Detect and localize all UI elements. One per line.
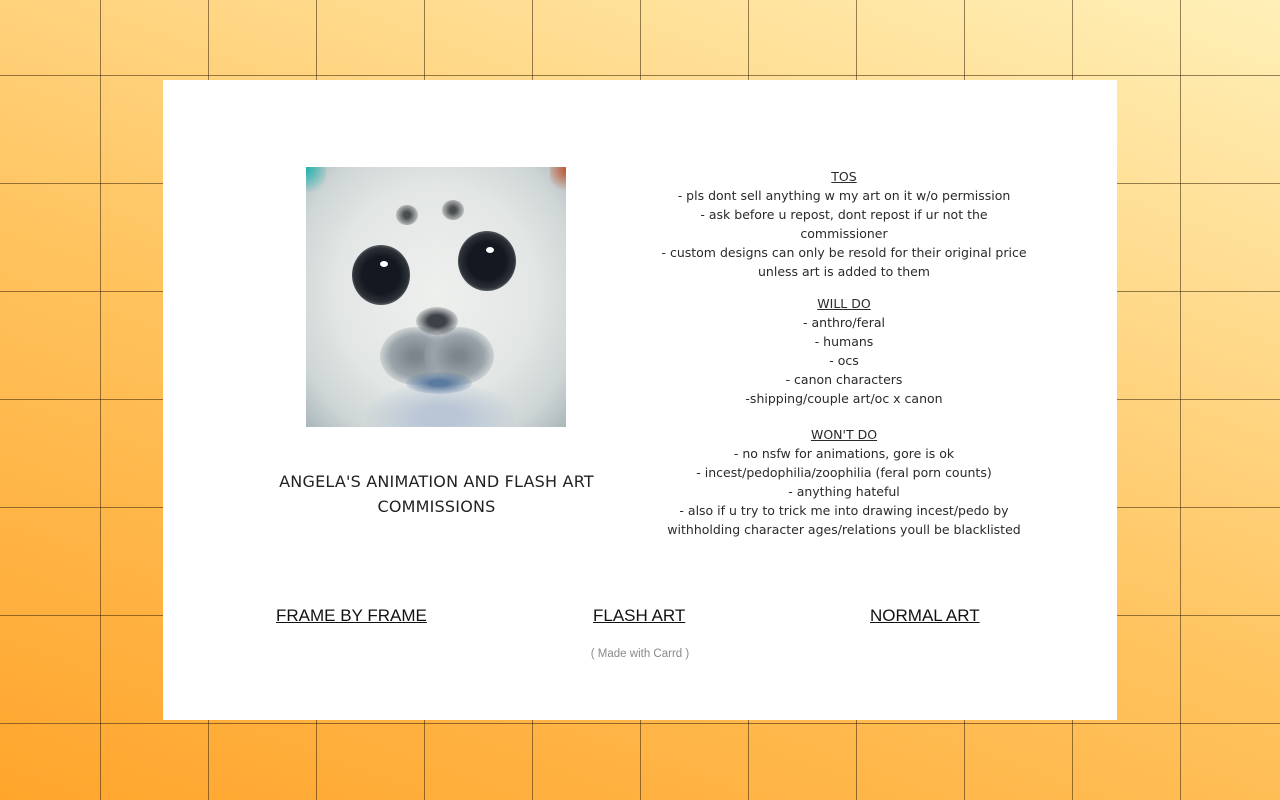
- seal-brow-right: [442, 200, 464, 220]
- wont-do-line: - also if u try to trick me into drawing incest/pedo by withholding character ages/relations youll be blacklisted: [667, 503, 1021, 537]
- tos-line: - custom designs can only be resold for their original price unless art is added to them: [661, 245, 1027, 279]
- tos-heading: TOS: [831, 169, 857, 184]
- will-do-line: - canon characters: [785, 372, 903, 387]
- seal-photo: [306, 167, 566, 427]
- frame-by-frame-link[interactable]: FRAME BY FRAME: [276, 606, 427, 625]
- wont-do-line: - anything hateful: [788, 484, 900, 499]
- will-do-heading: WILL DO: [817, 296, 871, 311]
- seal-eye-left: [352, 245, 410, 305]
- wont-do-line: - incest/pedophilia/zoophilia (feral porn counts): [696, 465, 992, 480]
- photo-corner-left: [306, 167, 326, 197]
- will-do-section: [658, 294, 1030, 408]
- content-card: [163, 80, 1117, 720]
- photo-corner-right: [550, 167, 566, 195]
- will-do-line: - ocs: [829, 353, 859, 368]
- made-with-carrd-link[interactable]: ( Made with Carrd ): [590, 648, 690, 660]
- tos-line: - ask before u repost, dont repost if ur not the commissioner: [700, 207, 988, 241]
- seal-eye-right: [458, 231, 516, 291]
- seal-mouth: [406, 372, 472, 394]
- will-do-line: -shipping/couple art/oc x canon: [745, 391, 943, 406]
- seal-nose: [416, 307, 458, 335]
- wont-do-section: [658, 425, 1030, 539]
- flash-art-link[interactable]: FLASH ART: [593, 606, 686, 625]
- tos-line: - pls dont sell anything w my art on it w/o permission: [677, 188, 1011, 203]
- wont-do-heading: WON'T DO: [810, 427, 878, 442]
- normal-art-link[interactable]: NORMAL ART: [870, 606, 980, 625]
- seal-brow-left: [396, 205, 418, 225]
- tos-section: [658, 167, 1030, 281]
- wont-do-line: - no nsfw for animations, gore is ok: [733, 446, 955, 461]
- will-do-line: - anthro/feral: [803, 315, 885, 330]
- will-do-line: - humans: [814, 334, 874, 349]
- page-title: ANGELA'S ANIMATION AND FLASH ART COMMISSIONS: [279, 472, 594, 516]
- info-column: [658, 167, 1030, 539]
